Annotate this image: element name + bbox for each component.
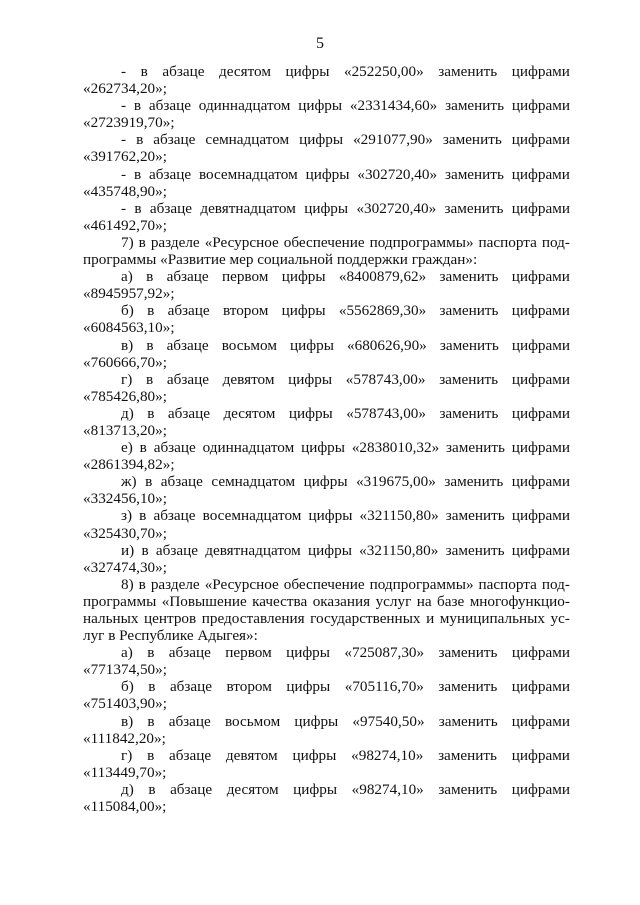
amendment-item [83, 747, 570, 781]
amendment-line: «111842,20»; [83, 729, 166, 747]
amendment-line: «113449,70»; [83, 763, 167, 781]
amendment-item [83, 268, 570, 302]
amendment-line: «435748,90»; [83, 182, 167, 200]
amendment-item [83, 713, 570, 747]
amendment-line: - в абзаце одиннадцатом цифры «2331434,60» заменить цифрами [121, 97, 570, 115]
amendment-item [83, 131, 570, 165]
amendment-line: ж) в абзаце семнадцатом цифры «319675,00» заменить цифрами [121, 473, 570, 491]
amendment-line: з) в абзаце восемнадцатом цифры «321150,80» заменить цифрами [121, 507, 570, 525]
amendment-item [83, 371, 570, 405]
amendment-item [83, 473, 570, 507]
amendment-item [83, 63, 570, 97]
amendment-item [83, 302, 570, 336]
amendment-line: «461492,70»; [83, 216, 167, 234]
amendment-line: а) в абзаце первом цифры «725087,30» заменить цифрами [121, 644, 570, 662]
section-heading-paragraph [83, 234, 570, 268]
amendment-line: - в абзаце девятнадцатом цифры «302720,40» заменить цифрами [121, 199, 570, 217]
amendment-line: «813713,20»; [83, 421, 167, 439]
amendment-item [83, 337, 570, 371]
amendment-line: «327474,30»; [83, 558, 167, 576]
section-line: луг в Республике Адыгея»: [83, 627, 258, 645]
amendment-item [83, 678, 570, 712]
amendment-line: д) в абзаце десятом цифры «578743,00» заменить цифрами [121, 404, 570, 422]
amendment-line: е) в абзаце одиннадцатом цифры «2838010,32» заменить цифрами [121, 439, 570, 457]
amendment-item [83, 781, 570, 815]
amendment-item [83, 644, 570, 678]
amendment-line: «325430,70»; [83, 524, 167, 542]
amendment-line: «8945957,92»; [83, 285, 175, 303]
amendment-item [83, 439, 570, 473]
amendment-item [83, 507, 570, 541]
amendment-line: «262734,20»; [83, 80, 167, 98]
amendment-line: «2723919,70»; [83, 114, 175, 132]
amendment-line: - в абзаце восемнадцатом цифры «302720,40» заменить цифрами [121, 165, 570, 183]
amendment-line: «332456,10»; [83, 490, 167, 508]
amendment-line: в) в абзаце восьмом цифры «680626,90» заменить цифрами [121, 336, 570, 354]
amendment-item [83, 166, 570, 200]
document-body [83, 63, 570, 815]
section-line: программы «Развитие мер социальной поддержки граждан»: [83, 251, 478, 269]
amendment-item [83, 97, 570, 131]
section-line: нальных центров предоставления государственных и муниципальных ус- [83, 610, 570, 627]
amendment-line: д) в абзаце десятом цифры «98274,10» заменить цифрами [121, 780, 570, 798]
section-line: программы «Повышение качества оказания услуг на базе многофункцио- [83, 592, 570, 610]
amendment-line: «2861394,82»; [83, 456, 175, 474]
amendment-line: - в абзаце десятом цифры «252250,00» заменить цифрами [121, 63, 570, 80]
amendment-line: «391762,20»; [83, 148, 167, 166]
page-number: 5 [316, 35, 324, 52]
amendment-line: б) в абзаце втором цифры «705116,70» заменить цифрами [121, 678, 570, 696]
amendment-line: в) в абзаце восьмом цифры «97540,50» заменить цифрами [121, 712, 570, 730]
amendment-line: «6084563,10»; [83, 319, 175, 337]
amendment-line: г) в абзаце девятом цифры «578743,00» заменить цифрами [121, 370, 570, 388]
amendment-line: «751403,90»; [83, 695, 167, 713]
amendment-line: «785426,80»; [83, 387, 167, 405]
amendment-item [83, 405, 570, 439]
amendment-line: «771374,50»; [83, 661, 167, 679]
amendment-item [83, 542, 570, 576]
amendment-line: а) в абзаце первом цифры «8400879,62» заменить цифрами [121, 268, 570, 286]
amendment-line: г) в абзаце девятом цифры «98274,10» заменить цифрами [121, 746, 570, 764]
section-line: 8) в разделе «Ресурсное обеспечение подпрограммы» паспорта под- [121, 575, 570, 593]
amendment-line: - в абзаце семнадцатом цифры «291077,90» заменить цифрами [121, 131, 570, 149]
amendment-line: и) в абзаце девятнадцатом цифры «321150,80» заменить цифрами [121, 541, 570, 559]
section-heading-paragraph [83, 576, 570, 644]
section-line: 7) в разделе «Ресурсное обеспечение подпрограммы» паспорта под- [121, 233, 570, 251]
amendment-item [83, 200, 570, 234]
amendment-line: «760666,70»; [83, 353, 167, 371]
amendment-line: «115084,00»; [83, 798, 167, 816]
amendment-line: б) в абзаце втором цифры «5562869,30» заменить цифрами [121, 302, 570, 320]
